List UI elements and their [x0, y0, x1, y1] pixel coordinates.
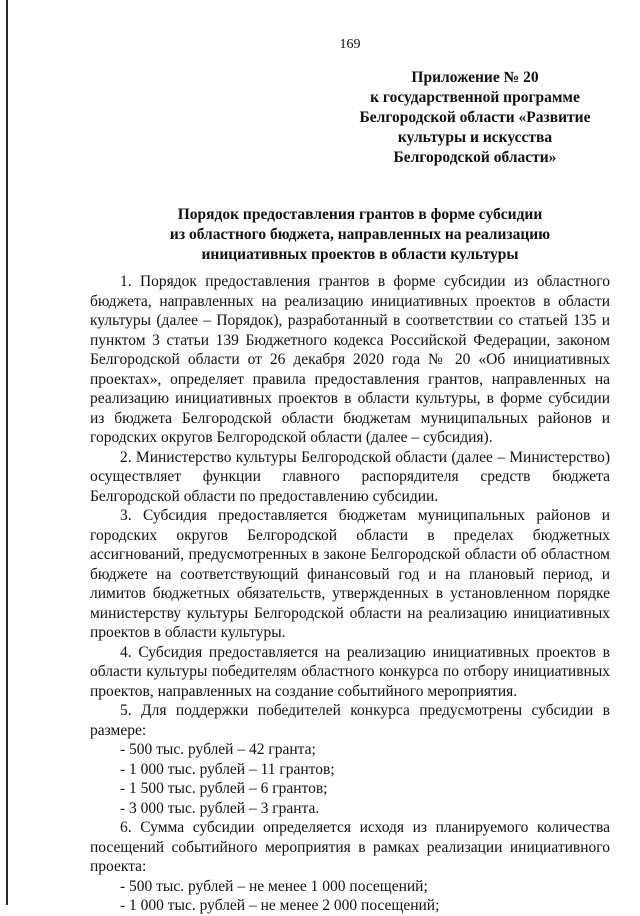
- grant-list-item: - 3 000 тыс. рублей – 3 гранта.: [120, 799, 320, 817]
- page-number: 169: [339, 37, 361, 52]
- grant-list-item: - 500 тыс. рублей – 42 гранта;: [120, 741, 316, 758]
- paragraph-2: 2. Министерство культуры Белгородской области (далее – Министерство) осуществляет функции главного распорядителя средств бюджета Белгородской области по предоставлению субсидии.: [90, 448, 610, 505]
- appendix-line: Приложение № 20: [411, 69, 539, 86]
- document-title: [60, 205, 640, 265]
- visits-list-item: - 500 тыс. рублей – не менее 1 000 посещений;: [120, 877, 428, 895]
- document-body: [90, 272, 610, 916]
- visits-list-item: - 1 000 тыс. рублей – не менее 2 000 посещений;: [120, 897, 440, 914]
- title-line: инициативных проектов в области культуры: [201, 246, 519, 263]
- grant-list-item: - 1 500 тыс. рублей – 6 грантов;: [120, 780, 328, 797]
- grant-list-item: - 1 000 тыс. рублей – 11 грантов;: [120, 760, 335, 778]
- page-left-edge: [6, 0, 8, 905]
- paragraph-4: 4. Субсидия предоставляется на реализацию инициативных проектов в области культуры победителям областного конкурса по отбору инициативных проектов, направленных на создание событийного мероприятия.: [90, 643, 610, 700]
- paragraph-5: 5. Для поддержки победителей конкурса предусмотрены субсидии в размере:: [90, 702, 610, 739]
- paragraph-6: 6. Сумма субсидии определяется исходя из планируемого количества посещений событийного мероприятия в рамках реализации инициативного проекта:: [90, 819, 610, 875]
- appendix-header: [330, 68, 620, 168]
- appendix-line: к государственной программе: [370, 89, 580, 106]
- title-line: из областного бюджета, направленных на реализацию: [169, 226, 551, 243]
- appendix-line: Белгородской области «Развитие: [359, 109, 591, 126]
- paragraph-1: 1. Порядок предоставления грантов в форме субсидии из областного бюджета, направленных на реализацию инициативных проектов в области культуры (далее – Порядок), разработанный в соответствии со статьей 135 и пунктом 3 статьи 139 Бюджетного кодекса Российской Федерации, законом Белгородской области от 26 декабря 2020 года № 20 «Об инициативных проектах», определяет правила предоставления грантов, направленных на реализацию инициативных проектов в области культуры, в форме субсидии из бюджета Белгородской области бюджетам муниципальных районов и городских округов Белгородской области (далее – субсидия).: [90, 273, 610, 446]
- title-line: Порядок предоставления грантов в форме субсидии: [177, 206, 543, 223]
- appendix-line: культуры и искусства: [397, 129, 553, 146]
- paragraph-3: 3. Субсидия предоставляется бюджетам муниципальных районов и городских округов Белгородской области в пределах бюджетных ассигнований, предусмотренных в законе Белгородской области об областном бюджете на соответствующий финансовый год и на плановый период, и лимитов бюджетных обязательств, утвержденных в установленном порядке министерству культуры Белгородской области на реализацию инициативных проектов в области культуры.: [90, 507, 610, 641]
- appendix-line: Белгородской области»: [393, 149, 557, 166]
